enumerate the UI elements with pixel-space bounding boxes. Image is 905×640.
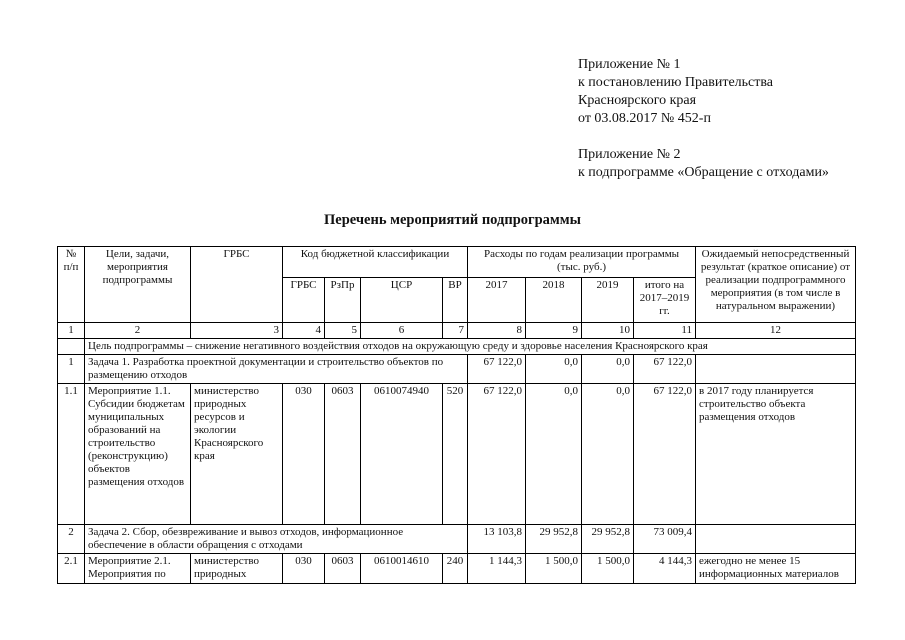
measure-2019: 1 500,0 — [582, 554, 634, 584]
measure-num: 1.1 — [58, 384, 85, 525]
task-total: 67 122,0 — [634, 355, 696, 384]
measure-grbs: министерство природных — [191, 554, 283, 584]
task-total: 73 009,4 — [634, 525, 696, 554]
col-header-2019: 2019 — [582, 278, 634, 323]
task-num: 1 — [58, 355, 85, 384]
measure-2018: 1 500,0 — [526, 554, 582, 584]
measure-csr: 0610014610 — [361, 554, 443, 584]
task-num: 2 — [58, 525, 85, 554]
task-result — [696, 355, 856, 384]
column-number-row — [58, 323, 856, 339]
column-number: 8 — [468, 323, 526, 339]
measure-2018: 0,0 — [526, 384, 582, 525]
task-2017: 13 103,8 — [468, 525, 526, 554]
measure-2017: 1 144,3 — [468, 554, 526, 584]
task-2017: 67 122,0 — [468, 355, 526, 384]
measure-row — [58, 554, 856, 584]
column-number: 10 — [582, 323, 634, 339]
task-2019: 29 952,8 — [582, 525, 634, 554]
col-header-expenses: Расходы по годам реализации программы (тыс. руб.) — [468, 247, 696, 278]
measure-code: 030 — [283, 384, 325, 525]
column-number: 12 — [696, 323, 856, 339]
column-number: 6 — [361, 323, 443, 339]
col-header-rzpr: РзПр — [325, 278, 361, 323]
col-header-vr: ВР — [443, 278, 468, 323]
header-line: Приложение № 2 — [578, 147, 681, 162]
col-header-2018: 2018 — [526, 278, 582, 323]
measure-row — [58, 384, 856, 525]
header-line: Красноярского края — [578, 93, 697, 108]
col-header-2017: 2017 — [468, 278, 526, 323]
page-title: Перечень мероприятий подпрограммы — [324, 212, 581, 228]
task-row — [58, 525, 856, 554]
measure-text: Мероприятие 1.1. Субсидии бюджетам муниципальных образований на строительство (реконструкцию) объектов размещения отходов — [85, 384, 191, 525]
header-line: от 03.08.2017 № 452-п — [578, 111, 711, 126]
header-row-1 — [58, 247, 856, 278]
measure-result: в 2017 году планируется строительство объекта размещения отходов — [696, 384, 856, 525]
header-line: к постановлению Правительства — [578, 75, 774, 90]
col-header-total: итого на 2017–2019 гг. — [634, 278, 696, 323]
task-text: Задача 2. Сбор, обезвреживание и вывоз отходов, информационное обеспечение в области обращения с отходами — [85, 525, 468, 554]
measure-rzpr: 0603 — [325, 384, 361, 525]
col-header-budget-code: Код бюджетной классификации — [283, 247, 468, 278]
column-number: 1 — [58, 323, 85, 339]
column-number: 9 — [526, 323, 582, 339]
measure-code: 030 — [283, 554, 325, 584]
task-text: Задача 1. Разработка проектной документации и строительство объектов по размещению отходов — [85, 355, 468, 384]
header-line: к подпрограмме «Обращение с отходами» — [578, 165, 829, 180]
column-number: 4 — [283, 323, 325, 339]
task-result — [696, 525, 856, 554]
measure-csr: 0610074940 — [361, 384, 443, 525]
measure-result: ежегодно не менее 15 информационных материалов — [696, 554, 856, 584]
col-header-grbs: ГРБС — [191, 247, 283, 323]
column-number: 7 — [443, 323, 468, 339]
task-2019: 0,0 — [582, 355, 634, 384]
measure-vr: 240 — [443, 554, 468, 584]
measure-grbs: министерство природных ресурсов и экологии Красноярского края — [191, 384, 283, 525]
measures-table — [57, 246, 856, 584]
task-2018: 29 952,8 — [526, 525, 582, 554]
col-header-num: № п/п — [58, 247, 85, 323]
measure-2017: 67 122,0 — [468, 384, 526, 525]
measure-total: 67 122,0 — [634, 384, 696, 525]
col-header-result: Ожидаемый непосредственный результат (краткое описание) от реализации подпрограммного мероприятия (в том числе в натуральном выражении) — [696, 247, 856, 323]
goal-num-cell — [58, 339, 85, 355]
header-line: Приложение № 1 — [578, 57, 681, 72]
task-row — [58, 355, 856, 384]
goal-text: Цель подпрограммы – снижение негативного воздействия отходов на окружающую среду и здоровье населения Красноярского края — [85, 339, 856, 355]
measure-rzpr: 0603 — [325, 554, 361, 584]
column-number: 11 — [634, 323, 696, 339]
measure-text: Мероприятие 2.1. Мероприятия по — [85, 554, 191, 584]
goal-row — [58, 339, 856, 355]
column-number: 2 — [85, 323, 191, 339]
measure-vr: 520 — [443, 384, 468, 525]
col-header-goals: Цели, задачи, мероприятия подпрограммы — [85, 247, 191, 323]
task-2018: 0,0 — [526, 355, 582, 384]
appendix-header — [578, 56, 829, 182]
measure-2019: 0,0 — [582, 384, 634, 525]
measure-num: 2.1 — [58, 554, 85, 584]
measure-total: 4 144,3 — [634, 554, 696, 584]
column-number: 3 — [191, 323, 283, 339]
column-number: 5 — [325, 323, 361, 339]
col-header-csr: ЦСР — [361, 278, 443, 323]
col-header-code-grbs: ГРБС — [283, 278, 325, 323]
header-spacer — [578, 128, 829, 146]
